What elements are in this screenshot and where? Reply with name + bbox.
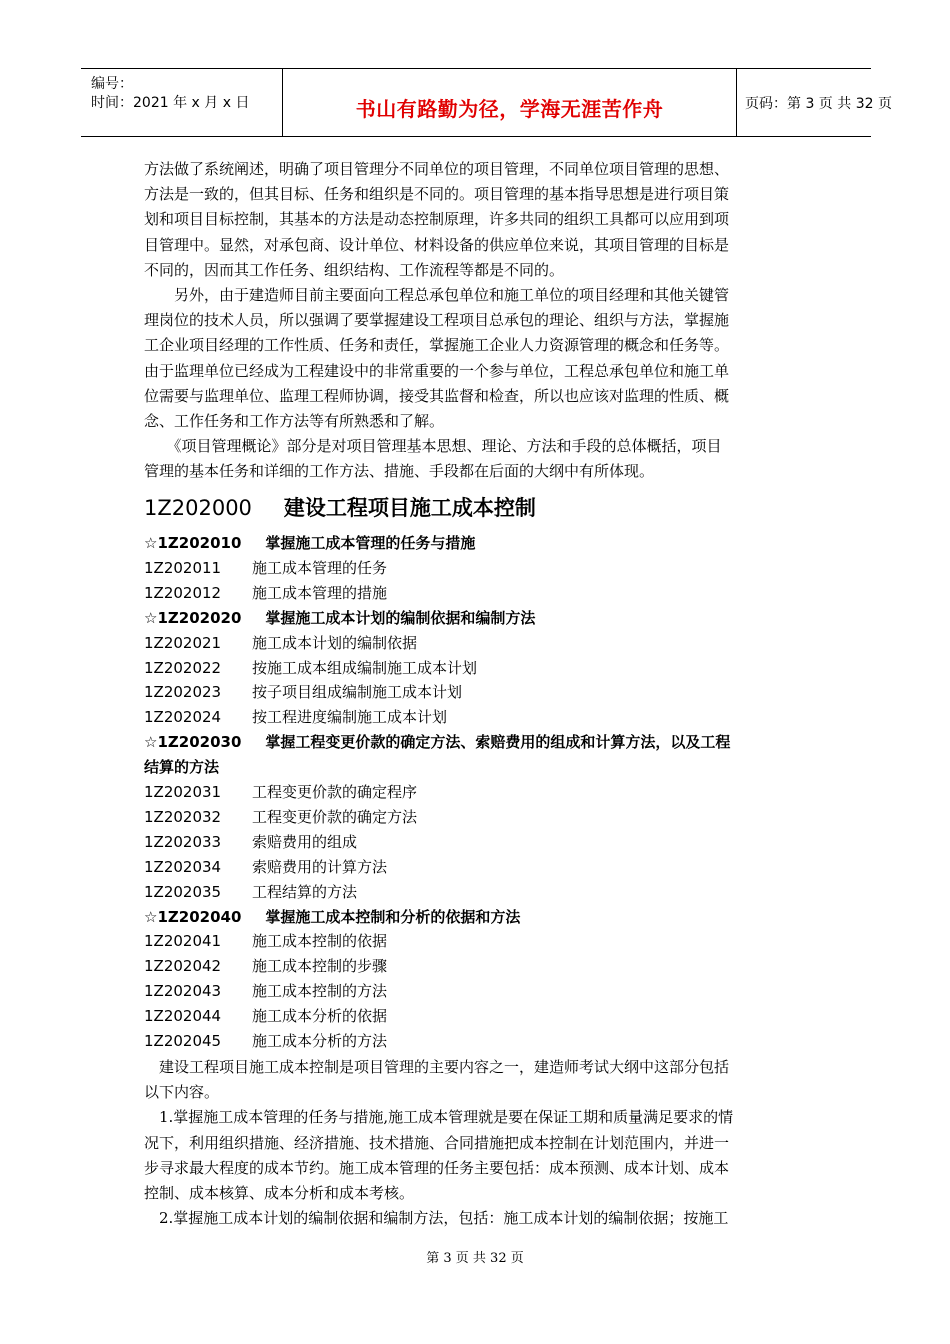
outline-code: 1Z202045 [144, 1032, 222, 1050]
outline-code: 1Z202023 [144, 683, 222, 702]
intro-line: 方法做了系统阐述，明确了项目管理分不同单位的项目管理，不同单位项目管理的思想、 [144, 160, 730, 178]
header-page-info: 页码：第 3 页 共 32 页 [745, 96, 892, 112]
closing-line: 建设工程项目施工成本控制是项目管理的主要内容之一，建造师考试大纲中这部分包括 [144, 1058, 730, 1076]
outline-label: 掌握工程变更价款的确定方法、索赔费用的组成和计算方法，以及工程 [265, 733, 731, 752]
header-motto-cell [283, 69, 737, 136]
outline-item [144, 631, 417, 656]
outline-item [144, 705, 447, 730]
outline-label: 施工成本控制的步骤 [252, 957, 388, 976]
outline-label: 工程结算的方法 [252, 882, 358, 901]
header-meta-cell [81, 69, 283, 136]
closing-line: 控制、成本核算、成本分析和成本考核。 [144, 1184, 415, 1202]
closing-line: 以下内容。 [144, 1083, 220, 1102]
intro-line: 另外，由于建造师目前主要面向工程总承包单位和施工单位的项目经理和其他关键管 [144, 286, 730, 304]
section-title: 建设工程项目施工成本控制 [283, 495, 536, 520]
outline-label: 工程变更价款的确定方法 [252, 807, 418, 826]
page-footer: 第 3 页 共 32 页 [426, 1251, 524, 1266]
header-motto: 书山有路勤为径，学海无涯苦作舟 [355, 97, 664, 121]
outline-item [144, 855, 387, 880]
outline-item [144, 780, 417, 805]
page-header [81, 68, 892, 137]
outline-label: 按子项目组成编制施工成本计划 [252, 683, 463, 702]
closing-line: 1.掌握施工成本管理的任务与措施,施工成本管理就是要在保证工期和质量满足要求的情 [144, 1108, 734, 1127]
intro-line: 目管理中。显然，对承包商、设计单位、材料设备的供应单位来说，其项目管理的目标是 [144, 235, 730, 254]
outline-code: 1Z202031 [144, 783, 222, 801]
outline-item [144, 680, 462, 705]
outline-code: 1Z202034 [144, 857, 222, 876]
outline-label: 施工成本控制的依据 [252, 932, 388, 951]
outline-code: 1Z202021 [144, 633, 222, 652]
intro-line: 方法是一致的，但其目标、任务和组织是不同的。项目管理的基本指导思想是进行项目策 [144, 185, 730, 204]
intro-line: 不同的，因而其工作任务、组织结构、工作流程等都是不同的。 [144, 260, 565, 279]
outline-label: 掌握施工成本管理的任务与措施 [265, 534, 476, 552]
outline-label: 施工成本分析的方法 [252, 1032, 388, 1050]
outline-code: 1Z202033 [144, 832, 222, 851]
section-heading [144, 492, 536, 522]
intro-line: 《项目管理概论》部分是对项目管理基本思想、理论、方法和手段的总体概括，项目 [144, 437, 722, 456]
outline-label: 施工成本计划的编制依据 [252, 633, 418, 652]
outline-code: ☆1Z202040 [144, 907, 242, 926]
intro-line: 管理的基本任务和详细的工作方法、措施、手段都在后面的大纲中有所体现。 [144, 462, 655, 481]
document-number-label: 编号： [91, 76, 133, 92]
outline-item [144, 880, 357, 905]
outline-heading [144, 606, 535, 631]
intro-line: 位需要与监理单位、监理工程师协调，接受其监督和检查，所以也应该对监理的性质、概 [144, 386, 730, 405]
outline-heading [144, 755, 219, 780]
outline-label: 工程变更价款的确定程序 [252, 783, 418, 801]
outline-code: ☆1Z202030 [144, 733, 242, 752]
outline-code: 1Z202044 [144, 1007, 222, 1026]
outline-label: 施工成本管理的任务 [252, 558, 388, 577]
outline-item [144, 556, 387, 581]
outline-item [144, 581, 387, 606]
intro-line: 划和项目目标控制，其基本的方法是动态控制原理，许多共同的组织工具都可以应用到项 [144, 210, 730, 229]
outline-code: 1Z202012 [144, 583, 222, 602]
outline-label: 索赔费用的计算方法 [252, 857, 388, 876]
outline-item [144, 830, 357, 855]
outline-code: 1Z202032 [144, 807, 222, 826]
section-code: 1Z202000 [144, 496, 252, 520]
closing-line: 步寻求最大程度的成本节约。施工成本管理的任务主要包括：成本预测、成本计划、成本 [144, 1158, 730, 1177]
outline-code: 1Z202024 [144, 708, 222, 727]
outline-code: 1Z202035 [144, 882, 222, 901]
outline-code: 1Z202043 [144, 982, 222, 1001]
document-date-label: 时间：2021 年 x 月 x 日 [91, 95, 250, 111]
outline-code: 1Z202041 [144, 932, 222, 951]
outline-code: 1Z202042 [144, 957, 222, 976]
outline-item [144, 979, 387, 1004]
outline-heading [144, 730, 730, 755]
intro-line: 理岗位的技术人员，所以强调了要掌握建设工程项目总承包的理论、组织与方法，掌握施 [144, 311, 730, 330]
outline-code: 1Z202011 [144, 558, 222, 577]
intro-line: 念、工作任务和工作方法等有所熟悉和了解。 [144, 412, 445, 430]
outline-code: ☆1Z202020 [144, 608, 242, 627]
outline-code: 1Z202022 [144, 658, 222, 677]
outline-heading [144, 531, 475, 556]
outline-label: 掌握施工成本控制和分析的依据和方法 [265, 907, 521, 926]
outline-item [144, 656, 477, 681]
intro-line: 工企业项目经理的工作性质、任务和责任，掌握施工企业人力资源管理的概念和任务等。 [144, 336, 730, 355]
outline-label: 按工程进度编制施工成本计划 [252, 708, 448, 727]
outline-label: 索赔费用的组成 [252, 832, 358, 851]
outline-item [144, 929, 387, 954]
outline-item [144, 1004, 387, 1029]
intro-line: 由于监理单位已经成为工程建设中的非常重要的一个参与单位，工程总承包单位和施工单 [144, 361, 730, 380]
outline-item [144, 805, 417, 830]
closing-line: 况下，利用组织措施、经济措施、技术措施、合同措施把成本控制在计划范围内，并进一 [144, 1133, 730, 1152]
outline-item [144, 954, 387, 979]
outline-label: 施工成本控制的方法 [252, 982, 388, 1001]
outline-label: 掌握施工成本计划的编制依据和编制方法 [265, 608, 536, 627]
outline-label: 按施工成本组成编制施工成本计划 [252, 658, 478, 677]
header-page-cell [737, 69, 892, 136]
outline-heading [144, 905, 520, 930]
outline-code: ☆1Z202010 [144, 534, 242, 552]
outline-label: 施工成本分析的依据 [252, 1007, 388, 1026]
outline-item [144, 1029, 387, 1054]
outline-label: 结算的方法 [144, 758, 220, 777]
closing-line: 2.掌握施工成本计划的编制依据和编制方法，包括：施工成本计划的编制依据；按施工 [144, 1209, 729, 1228]
outline-label: 施工成本管理的措施 [252, 583, 388, 602]
